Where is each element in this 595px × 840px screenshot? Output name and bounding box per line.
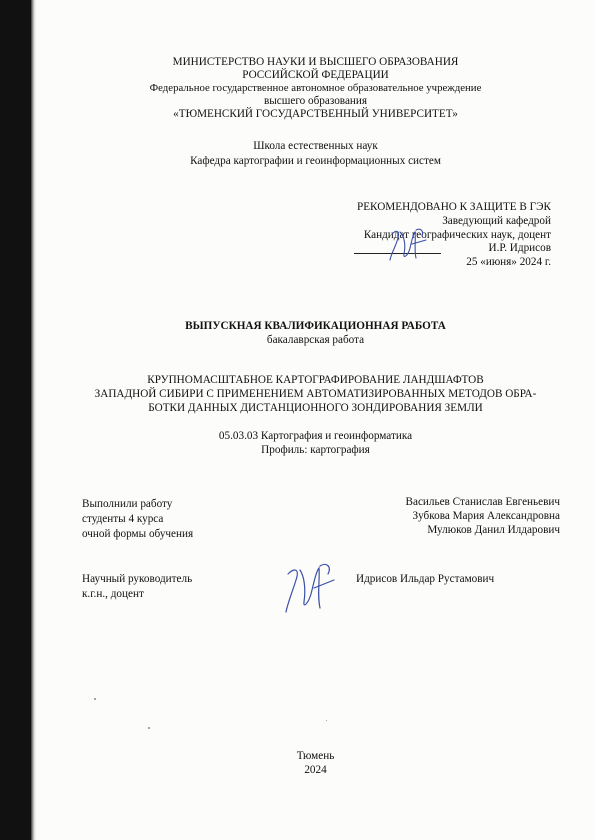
- profile: Профиль: картография: [261, 444, 370, 456]
- authors-label-line-2: студенты 4 курса: [82, 513, 164, 525]
- institution-line-2: высшего образования: [263, 95, 368, 107]
- footer-year: 2024: [304, 764, 327, 776]
- ministry-line-1: МИНИСТЕРСТВО НАУКИ И ВЫСШЕГО ОБРАЗОВАНИЯ: [172, 56, 459, 68]
- work-level: бакалаврская работа: [266, 334, 365, 346]
- author-name: Мулюков Данил Илдарович: [427, 524, 560, 536]
- department-name: Кафедра картографии и геоинформационных систем: [190, 155, 441, 167]
- specialty: 05.03.03 Картография и геоинформатика: [218, 430, 413, 442]
- approval-date: 25 «июня» 2024 г.: [466, 256, 551, 268]
- title-page: [36, 0, 595, 840]
- supervisor-name: Идрисов Ильдар Рустамович: [356, 573, 495, 585]
- scan-speck: [326, 720, 327, 721]
- scan-speck: [94, 698, 96, 700]
- binding-strip: [0, 0, 31, 840]
- scan-speck: [148, 727, 150, 729]
- supervisor-label-line-2: к.г.н., доцент: [82, 588, 144, 600]
- institution-line-1: Федеральное государственное автономное образовательное учреждение: [149, 82, 482, 94]
- ministry-line-2: РОССИЙСКОЙ ФЕДЕРАЦИИ: [242, 69, 389, 81]
- approval-position: Заведующий кафедрой: [442, 215, 551, 227]
- author-name: Зубкова Мария Александровна: [412, 510, 560, 522]
- work-title-line-1: КРУПНОМАСШТАБНОЕ КАРТОГРАФИРОВАНИЕ ЛАНДШАФТОВ: [147, 374, 484, 386]
- supervisor-label-line-1: Научный руководитель: [82, 573, 193, 585]
- school-name: Школа естественных наук: [253, 140, 378, 152]
- approval-name: И.Р. Идрисов: [488, 242, 551, 254]
- author-name: Васильев Станислав Евгеньевич: [405, 496, 560, 508]
- work-title-line-2: ЗАПАДНОЙ СИБИРИ С ПРИМЕНЕНИЕМ АВТОМАТИЗИРОВАННЫХ МЕТОДОВ ОБРА-: [94, 388, 537, 400]
- approval-degree: Кандидат географических наук, доцент: [363, 229, 551, 241]
- authors-label-line-3: очной формы обучения: [82, 528, 194, 540]
- university-name: «ТЮМЕНСКИЙ ГОСУДАРСТВЕННЫЙ УНИВЕРСИТЕТ»: [173, 108, 458, 120]
- supervisor-signature: [280, 560, 340, 620]
- work-title-line-3: БОТКИ ДАННЫХ ДИСТАНЦИОННОГО ЗОНДИРОВАНИЯ ЗЕМЛИ: [148, 402, 483, 414]
- approval-signature: [386, 226, 431, 266]
- work-type: ВЫПУСКНАЯ КВАЛИФИКАЦИОННАЯ РАБОТА: [185, 320, 446, 332]
- approval-title: РЕКОМЕНДОВАНО К ЗАЩИТЕ В ГЭК: [356, 201, 551, 213]
- authors-label-line-1: Выполнили работу: [82, 498, 173, 510]
- footer-city: Тюмень: [296, 750, 335, 762]
